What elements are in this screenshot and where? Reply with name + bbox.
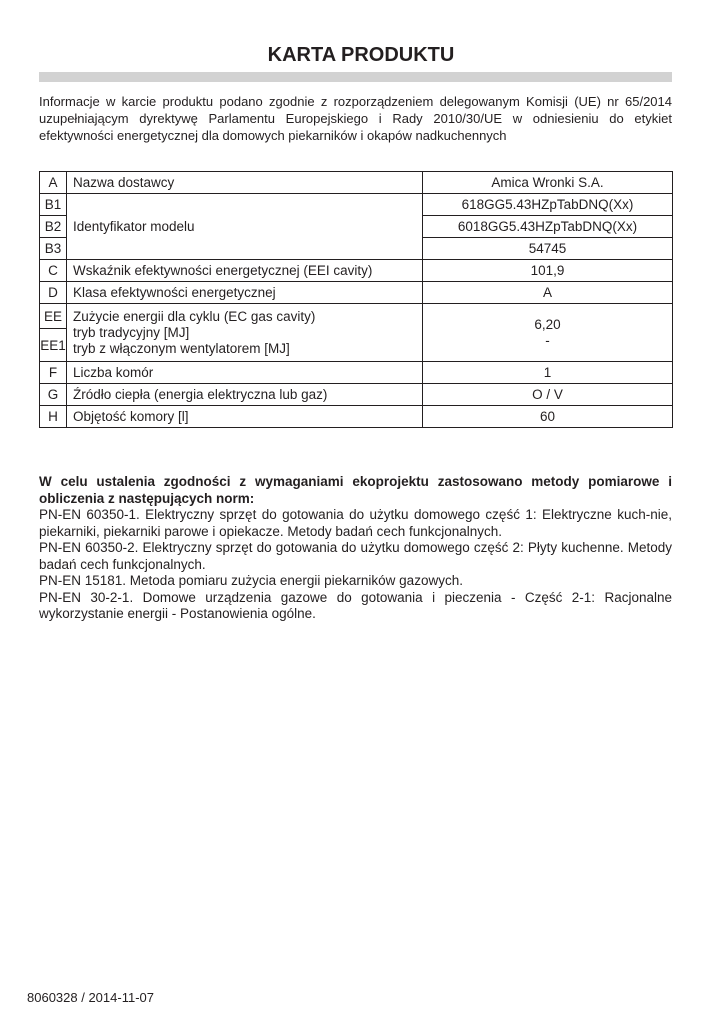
table-row-c (40, 260, 673, 282)
row-value: 54745 (423, 238, 673, 260)
standard-item: PN-EN 15181. Metoda pomiaru zużycia energii piekarników gazowych. (39, 573, 463, 588)
row-code: H (40, 406, 67, 428)
intro-paragraph: Informacje w karcie produktu podano zgodnie z rozporządzeniem delegowanym Komisji (UE) nr 65/2014 uzupełniającym dyrektywę Parlamentu Europejskiego i Rady 2010/30/UE w odniesieniu do etykiet efektywności energetycznej dla domowych piekarników i okapów nadkuchennych (39, 94, 672, 143)
document-footer-code: 8060328 / 2014-11-07 (27, 990, 154, 1005)
row-code: D (40, 282, 67, 304)
table-row-f (40, 362, 673, 384)
product-table (39, 171, 673, 428)
label-line: tryb tradycyjny [MJ] (73, 324, 190, 340)
value-line: 6,20 (534, 316, 561, 332)
row-value: A (423, 282, 673, 304)
standard-item: PN-EN 60350-2. Elektryczny sprzęt do gotowania do użytku domowego część 2: Płyty kuchenne. Metody badań cech funkcjonalnych. (39, 540, 672, 572)
standards-lead: W celu ustalenia zgodności z wymaganiami ekoprojektu zastosowano metody pomiarowe i obliczenia z następujących norm: (39, 474, 672, 506)
table-row-h (40, 406, 673, 428)
row-label: Liczba komór (67, 362, 423, 384)
label-line: Zużycie energii dla cyklu (EC gas cavity) (73, 308, 316, 324)
label-line: tryb z włączonym wentylatorem [MJ] (73, 340, 290, 356)
row-code: EE1 (40, 329, 67, 362)
table-row-a (40, 172, 673, 194)
row-label: Źródło ciepła (energia elektryczna lub gaz) (67, 384, 423, 406)
row-label: Klasa efektywności energetycznej (67, 282, 423, 304)
row-value: 6018GG5.43HZpTabDNQ(Xx) (423, 216, 673, 238)
row-code: G (40, 384, 67, 406)
page-title: KARTA PRODUKTU (267, 44, 455, 66)
row-value: 60 (423, 406, 673, 428)
row-code: B1 (40, 194, 67, 216)
row-label: Wskaźnik efektywności energetycznej (EEI cavity) (67, 260, 423, 282)
row-label: Objętość komory [l] (67, 406, 423, 428)
row-code: B3 (40, 238, 67, 260)
row-code: C (40, 260, 67, 282)
table-row-g (40, 384, 673, 406)
title-divider-bar (39, 72, 672, 82)
standards-section (39, 474, 672, 623)
row-code: F (40, 362, 67, 384)
standard-item: PN-EN 60350-1. Elektryczny sprzęt do gotowania do użytku domowego część 1: Elektryczne kuch-nie, piekarniki, piekarniki parowe i opiekacze. Metody badań cech funkcjonalnych. (39, 507, 672, 539)
table-row-ee (40, 304, 673, 329)
standard-item: PN-EN 30-2-1. Domowe urządzenia gazowe do gotowania i pieczenia - Część 2-1: Racjonalne wykorzystanie energii - Postanowienia ogólne. (39, 589, 672, 621)
row-value: O / V (423, 384, 673, 406)
table-row-d (40, 282, 673, 304)
row-label-model-identifier: Identyfikator modelu (67, 194, 423, 260)
table-row-b1 (40, 194, 673, 216)
row-code: A (40, 172, 67, 194)
row-value-energy-consumption (423, 304, 673, 362)
row-label: Nazwa dostawcy (67, 172, 423, 194)
row-value: Amica Wronki S.A. (423, 172, 673, 194)
row-value: 618GG5.43HZpTabDNQ(Xx) (423, 194, 673, 216)
row-value: 101,9 (423, 260, 673, 282)
row-label-energy-consumption (67, 304, 423, 362)
row-code: EE (40, 304, 67, 329)
row-code: B2 (40, 216, 67, 238)
row-value: 1 (423, 362, 673, 384)
value-line: - (545, 332, 550, 348)
